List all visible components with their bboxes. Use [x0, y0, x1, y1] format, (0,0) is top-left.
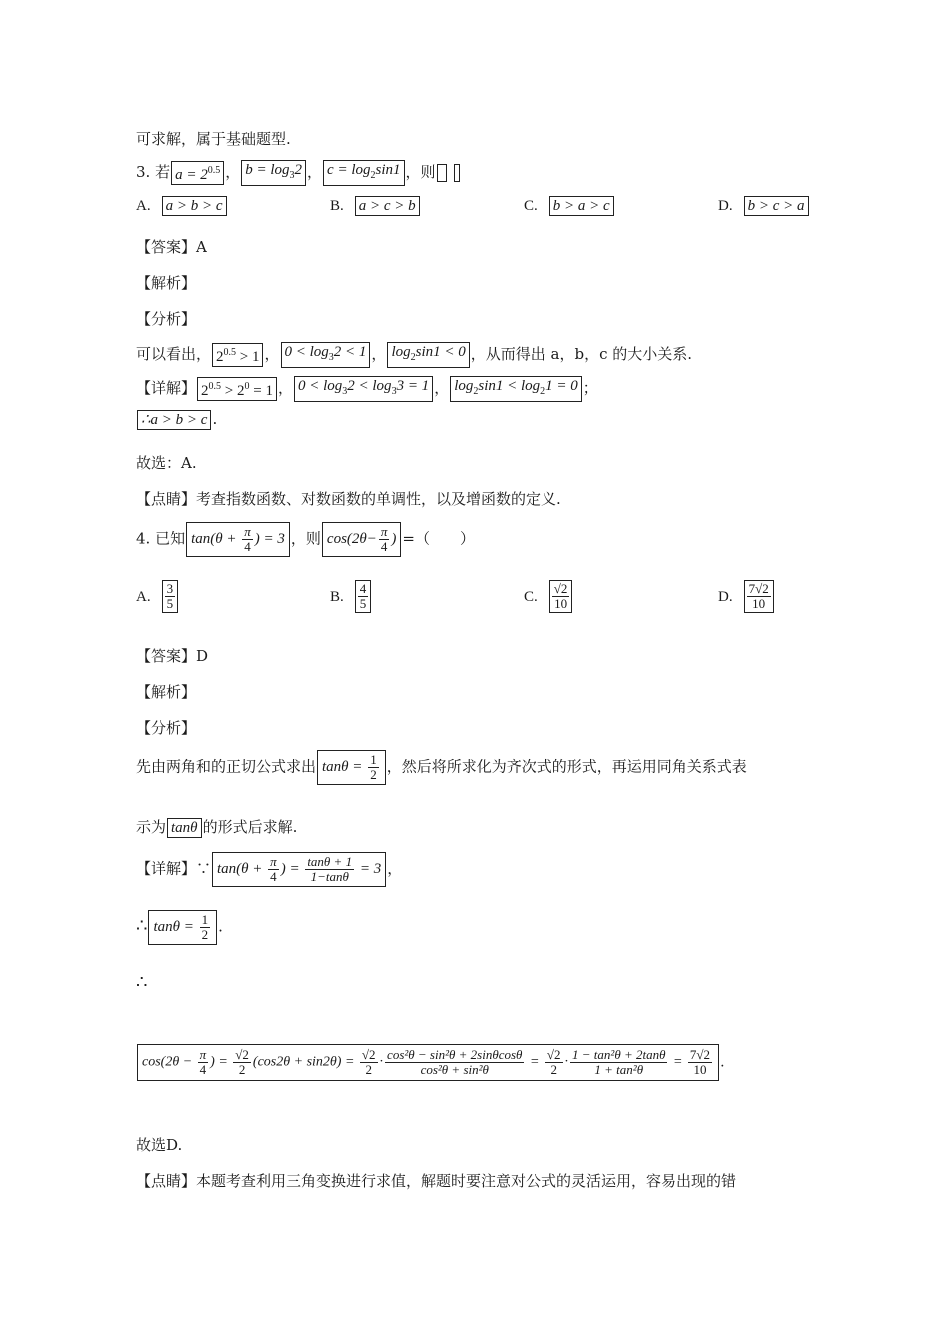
- dianjing-3: 【点睛】考查指数函数、对数函数的单调性，以及增函数的定义.: [136, 490, 561, 508]
- answer-3: 【答案】A: [136, 238, 207, 256]
- intro-text: 可求解，属于基础题型.: [136, 130, 291, 148]
- q3-math-c: $c = \log_2\sin 1$: [323, 160, 404, 186]
- question-4-stem: 4. 已知 tan(θ + $\frac{\pi}{4}$ ) = 3 ，则 cos(2θ− $\frac{\pi}{4}$ ) =（ ）: [136, 522, 475, 557]
- final-equation-math: cos(2θ − $\frac{\pi}{4}$ ) = $\frac{√2}{2}$ (cos2θ + sin2θ) = $\frac{√2}{2}$ · $\frac{\text{cos²θ − sin²θ + 2sinθcosθ}}{\text{cos²θ + sin²θ}}$ = $\frac{√2}{2}$ · $\frac{\text{1 − tan²θ + 2tanθ}}{\text{1 + tan²θ}}$ = $\frac{7√2}{10}$: [137, 1044, 719, 1081]
- fenxi-3-heading: 【分析】: [136, 310, 197, 328]
- q3-blank-box-2: [454, 164, 460, 182]
- q3-option-c: C. b > a > c: [524, 196, 615, 216]
- therefore-4-math: tanθ = $\frac{1}{2}$: [148, 910, 217, 945]
- therefore-4-line: ∴ tanθ = $\frac{1}{2}$ .: [136, 910, 223, 945]
- xiangjie-3: 【详解】 $2^{0.5} > 2^0 = 1$ ， $0 < \log_32 < \log_33 = 1$ ， $\log_2\sin 1 < \log_21 = 0$ ；: [136, 376, 598, 402]
- guxuan-4: 故选D.: [136, 1136, 183, 1154]
- q3-blank-box: [437, 164, 447, 182]
- q4-option-c: C. $\frac{√2}{10}$: [524, 580, 573, 613]
- q4-math-tan: tan(θ + $\frac{\pi}{4}$ ) = 3: [186, 522, 290, 557]
- q4-option-a: A. $\frac{3}{5}$: [136, 580, 179, 613]
- therefore-3: ∴a > b > c .: [136, 410, 217, 430]
- fenxi-4-text-1: 先由两角和的正切公式求出 tanθ = $\frac{1}{2}$ ，然后将所求化为齐次式的形式，再运用同角关系式表: [136, 750, 747, 785]
- q4-option-b: B. $\frac{4}{5}$: [330, 580, 372, 613]
- dianjing-4: 【点睛】本题考查利用三角变换进行求值，解题时要注意对公式的灵活运用，容易出现的错: [136, 1172, 737, 1190]
- xj4-math: tan(θ + $\frac{\pi}{4}$ ) = $\frac{\tan\theta + 1}{1-\tan\theta}$ = 3: [212, 852, 386, 887]
- answer-4: 【答案】D: [136, 647, 209, 665]
- fenxi-4-heading: 【分析】: [136, 719, 197, 737]
- xj3-math-3: $\log_2\sin 1 < \log_21 = 0$: [450, 376, 582, 402]
- q3-option-d: D. b > c > a: [718, 196, 810, 216]
- fenxi3-math-3: $\log_2\sin 1 < 0$: [387, 342, 469, 368]
- q3-option-a: A. a > b > c: [136, 196, 228, 216]
- fenxi4-math-tantheta: tanθ: [167, 818, 202, 838]
- xj3-math-2: $0 < \log_32 < \log_33 = 1$: [294, 376, 433, 402]
- fenxi3-math-2: $0 < \log_32 < 1$: [281, 342, 371, 368]
- fenxi4-math-tan: tanθ = $\frac{1}{2}$: [317, 750, 386, 785]
- jiexi-3-heading: 【解析】: [136, 274, 197, 292]
- question-3-stem: 3. 若 $a = 2^{0.5}$ ， $b = \log_32$ ， $c = \log_2\sin 1$ ，则: [136, 160, 461, 186]
- q4-math-cos: cos(2θ− $\frac{\pi}{4}$ ): [322, 522, 402, 557]
- fenxi-4-text-2: 示为 tanθ 的形式后求解.: [136, 818, 298, 836]
- fenxi3-math-1: $2^{0.5} > 1$: [212, 343, 263, 367]
- q3-math-a: $a = 2^{0.5}$: [171, 161, 224, 185]
- xiangjie-4: 【详解】∵ tan(θ + $\frac{\pi}{4}$ ) = $\frac{\tan\theta + 1}{1-\tan\theta}$ = 3 ，: [136, 852, 402, 887]
- q4-option-d: D. $\frac{7√2}{10}$: [718, 580, 775, 613]
- q3-option-b: B. a > c > b: [330, 196, 421, 216]
- final-equation: cos(2θ − $\frac{\pi}{4}$ ) = $\frac{√2}{2}$ (cos2θ + sin2θ) = $\frac{√2}{2}$ · $\frac{\text{cos²θ − sin²θ + 2sinθcosθ}}{\text{cos²θ + sin²θ}}$ = $\frac{√2}{2}$ · $\frac{\text{1 − tan²θ + 2tanθ}}{\text{1 + tan²θ}}$ = $\frac{7√2}{10}$ .: [136, 1044, 725, 1081]
- q3-math-b: $b = \log_32$: [241, 160, 306, 186]
- q4-number: 4. 已知: [136, 529, 186, 548]
- jiexi-4-heading: 【解析】: [136, 683, 197, 701]
- xj3-math-1: $2^{0.5} > 2^0 = 1$: [197, 377, 277, 401]
- q3-number: 3. 若: [136, 163, 171, 181]
- therefore-4-symbol: ∴: [136, 972, 148, 993]
- guxuan-3: 故选：A.: [136, 454, 197, 472]
- fenxi-3-text: 可以看出， $2^{0.5} > 1$ ， $0 < \log_32 < 1$ ， $\log_2\sin 1 < 0$ ，从而得出 a，b，c 的大小关系.: [136, 342, 692, 368]
